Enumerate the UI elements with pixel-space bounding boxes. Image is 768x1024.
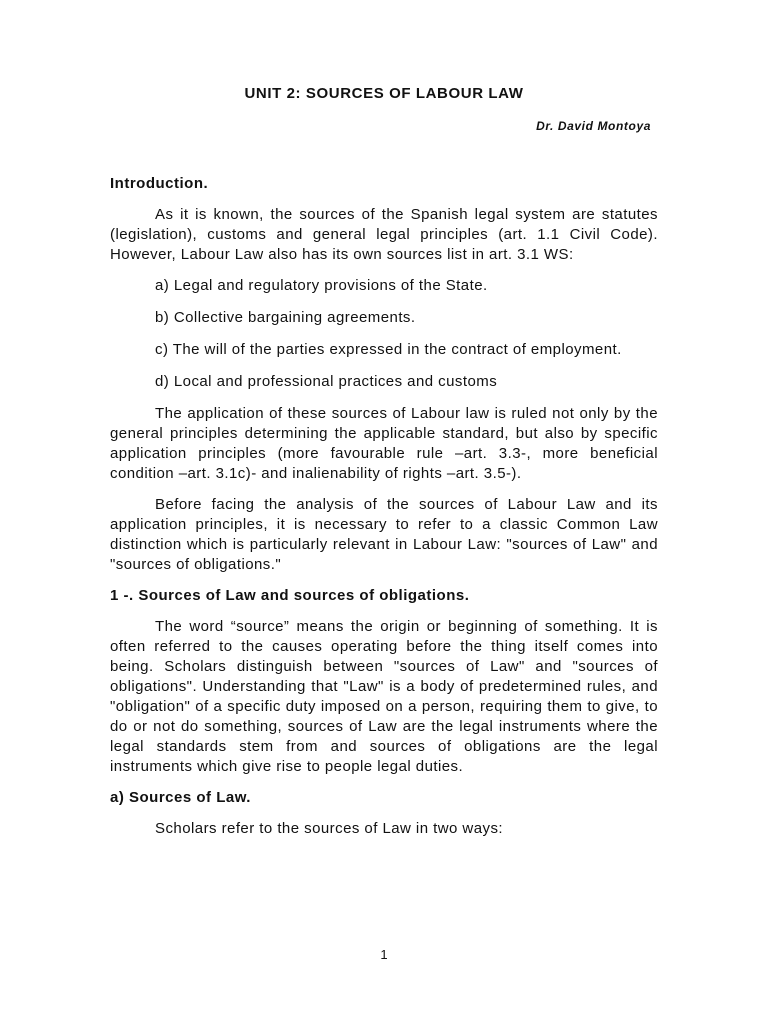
author-name: Dr. David Montoya — [536, 119, 651, 133]
list-item-d: d) Local and professional practices and customs — [155, 373, 498, 390]
section-1-paragraph: The word “source” means the origin or beginning of something. It is often referred to the causes operating before the thing itself comes into being. Scholars distinguish between "sources of Law" and "sources of obligations". Understanding that "Law" is a body of predetermined rules, and "obligation" of a specific duty imposed on a person, requiring them to give, to do or not do something, sources of Law are the legal instruments where the legal standards stem from and sources of obligations are the legal instruments which give rise to people legal duties. — [110, 618, 658, 775]
document-title: UNIT 2: SOURCES OF LABOUR LAW — [244, 85, 524, 102]
subsection-a-paragraph: Scholars refer to the sources of Law in two ways: — [155, 820, 504, 837]
list-item-b: b) Collective bargaining agreements. — [155, 309, 416, 326]
intro-paragraph-2: The application of these sources of Labour law is ruled not only by the general principles determining the applicable standard, but also by specific application principles (more favourable rule –art. 3.3-, more beneficial condition –art. 3.1c)- and inalienability of rights –art. 3.5-). — [110, 405, 658, 482]
list-item-a: a) Legal and regulatory provisions of the State. — [155, 277, 488, 294]
document-body — [110, 174, 658, 850]
intro-paragraph-3: Before facing the analysis of the sources of Labour Law and its application principles, it is necessary to refer to a classic Common Law distinction which is particularly relevant in Labour Law: "sources of Law" and "sources of obligations." — [110, 496, 658, 573]
list-item-c: c) The will of the parties expressed in the contract of employment. — [155, 341, 622, 358]
section-1-heading: 1 -. Sources of Law and sources of obligations. — [110, 587, 470, 604]
page-number: 1 — [380, 947, 388, 962]
subsection-a-heading: a) Sources of Law. — [110, 789, 251, 806]
intro-paragraph-1: As it is known, the sources of the Spanish legal system are statutes (legislation), customs and general legal principles (art. 1.1 Civil Code). However, Labour Law also has its own sources list in art. 3.1 WS: — [110, 206, 658, 263]
intro-heading: Introduction. — [110, 175, 209, 192]
